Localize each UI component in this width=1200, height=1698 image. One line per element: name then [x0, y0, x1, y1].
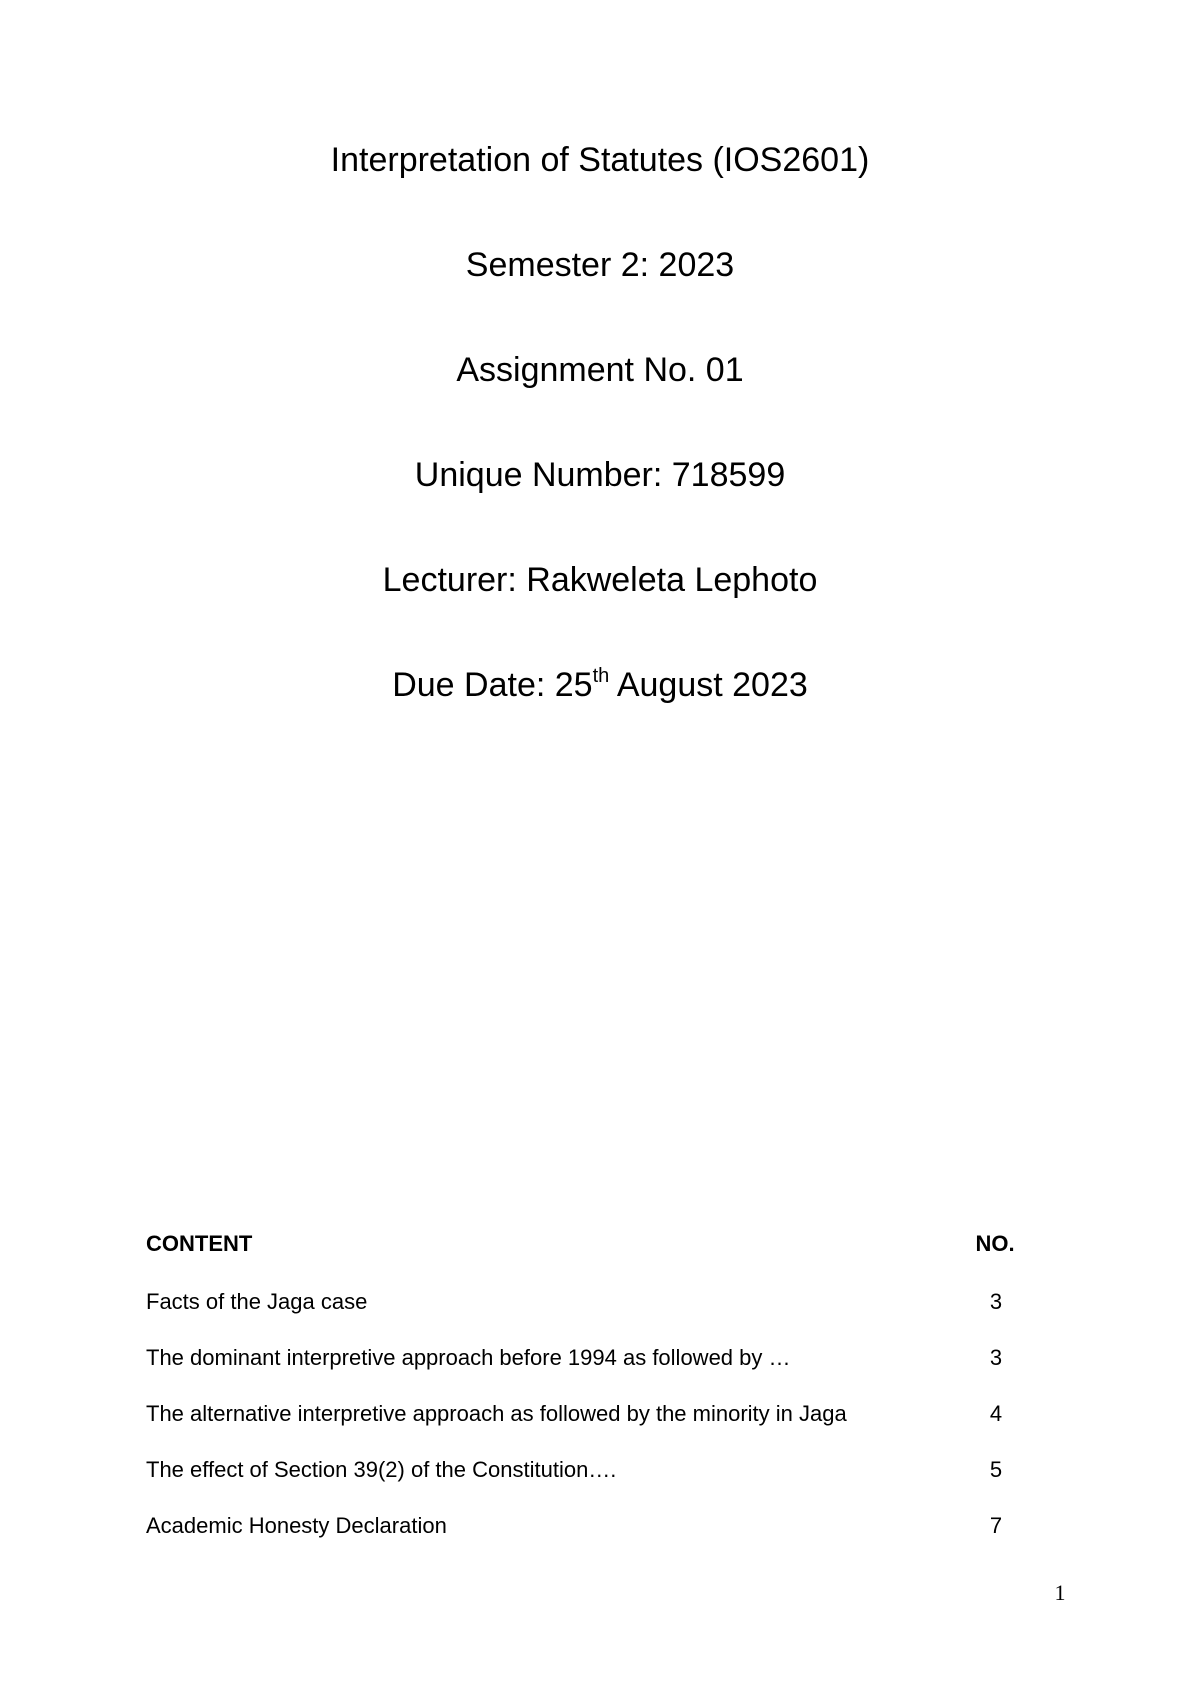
- toc-item-label: The effect of Section 39(2) of the Constitution….: [146, 1457, 617, 1482]
- toc-item-label: The alternative interpretive approach as followed by the minority in Jaga: [146, 1401, 847, 1426]
- cover-title-block: [0, 140, 1200, 770]
- toc-row: [146, 1344, 1046, 1400]
- semester-line: Semester 2: 2023: [465, 246, 735, 284]
- toc-item-page: 4: [989, 1401, 1003, 1426]
- table-of-contents: [146, 1230, 1046, 1568]
- page-number: 1: [1054, 1580, 1066, 1605]
- toc-row: [146, 1456, 1046, 1512]
- course-title: Interpretation of Statutes (IOS2601): [330, 141, 870, 179]
- unique-number-line: Unique Number: 718599: [414, 456, 786, 494]
- toc-header-content: CONTENT: [146, 1231, 253, 1256]
- toc-row: [146, 1400, 1046, 1456]
- toc-item-page: 3: [989, 1345, 1003, 1370]
- due-date-rest: August 2023: [609, 666, 808, 704]
- due-date-line: [0, 665, 1200, 705]
- lecturer-line: Lecturer: Rakweleta Lephoto: [382, 561, 818, 599]
- assignment-line: Assignment No. 01: [456, 351, 744, 389]
- toc-item-page: 3: [989, 1289, 1003, 1314]
- toc-item-label: The dominant interpretive approach before 1994 as followed by …: [146, 1345, 791, 1370]
- toc-item-label: Academic Honesty Declaration: [146, 1513, 447, 1538]
- toc-item-page: 5: [989, 1457, 1003, 1482]
- due-date-prefix: Due Date: 25: [392, 666, 593, 704]
- toc-item-label: Facts of the Jaga case: [146, 1289, 368, 1314]
- toc-row: [146, 1288, 1046, 1344]
- toc-row: [146, 1512, 1046, 1568]
- toc-item-page: 7: [989, 1513, 1003, 1538]
- toc-header-row: [146, 1230, 1046, 1288]
- due-date-ordinal: th: [592, 665, 610, 687]
- toc-header-no: NO.: [975, 1231, 1015, 1256]
